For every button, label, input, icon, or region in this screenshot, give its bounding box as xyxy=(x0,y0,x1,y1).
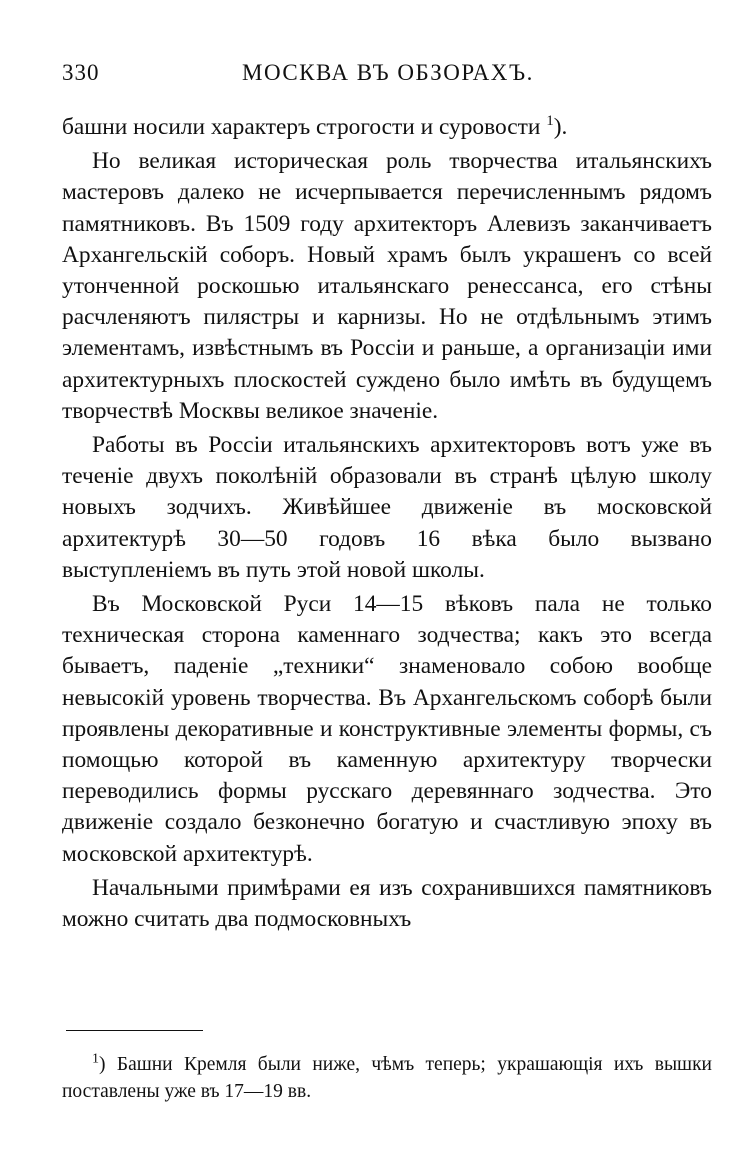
paragraph-5: Начальными примѣрами ея изъ сохранившихся памятниковъ можно считать два подмосковныхъ xyxy=(62,874,712,933)
footnote xyxy=(62,1051,712,1105)
footnote-mark: 1 xyxy=(92,1051,99,1067)
running-title: МОСКВА ВЪ ОБЗОРАХЪ. xyxy=(242,60,534,85)
footnote-mark-close: ) xyxy=(99,1054,106,1075)
paragraph-1-end: ). xyxy=(553,114,568,140)
main-text xyxy=(62,112,712,935)
page-header xyxy=(62,60,712,96)
paragraph-continuation xyxy=(62,112,712,143)
paragraph-3: Работы въ Россіи итальянскихъ архитекторовъ вотъ уже въ теченіе двухъ поколѣній образовали въ странѣ цѣлую школу новыхъ зодчихъ. Живѣйшее движеніе въ московской архитектурѣ 30—50 годовъ 16 вѣка было вызвано выступленіемъ въ путь этой новой школы. xyxy=(62,432,712,583)
page-number: 330 xyxy=(62,60,100,85)
footnote-divider xyxy=(66,1030,203,1031)
paragraph-4: Въ Московской Руси 14—15 вѣковъ пала не только техническая сторона каменнаго зодчества; какъ это всегда бываетъ, паденіе „техники“ знаменовало собою вообще невысокій уровень творчества. Въ Архангельскомъ соборѣ были проявлены декоративные и конструктивные элементы формы, съ помощью которой въ каменную архитектуру творчески переводились формы русскаго деревяннаго зодчества. Это движеніе создало безконечно богатую и счастливую эпоху въ московской архитектурѣ. xyxy=(62,591,712,867)
paragraph-1-text: башни носили характеръ строгости и суровости xyxy=(62,114,541,140)
paragraph-2: Но великая историческая роль творчества итальянскихъ мастеровъ далеко не исчерпывается перечисленнымъ рядомъ памятниковъ. Въ 1509 году архитекторъ Алевизъ заканчиваетъ Архангельскій соборъ. Новый храмъ былъ украшенъ со всей утонченной роскошью итальянскаго ренессанса, его стѣны расчленяютъ пилястры и карнизы. Но не отдѣльнымъ этимъ элементамъ, извѣстнымъ въ Россіи и раньше, а организаціи ими архитектурныхъ плоскостей суждено было имѣть въ будущемъ творчествѣ Москвы великое значеніе. xyxy=(62,148,712,424)
footnote-reference[interactable]: 1 xyxy=(546,113,554,130)
footnote-text: Башни Кремля были ниже, чѣмъ теперь; украшающія ихъ вышки поставлены уже въ 17—19 вв. xyxy=(62,1054,712,1102)
